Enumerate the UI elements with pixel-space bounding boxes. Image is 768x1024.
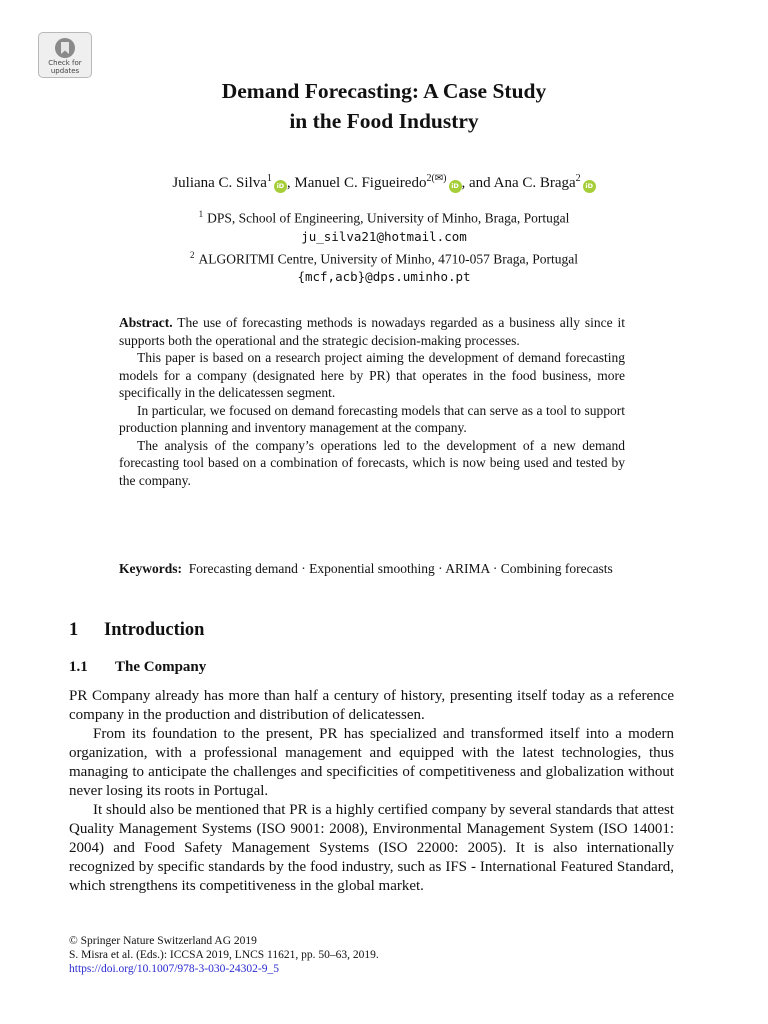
keywords-label: Keywords: — [119, 561, 182, 576]
subsection-heading — [69, 659, 206, 676]
affiliation-2 — [0, 246, 768, 269]
keywords — [119, 560, 625, 578]
body-text — [69, 687, 674, 896]
author-2-affil: 2(✉) — [426, 173, 447, 184]
affiliation-1-text: DPS, School of Engineering, University of Minho, Braga, Portugal — [207, 210, 570, 226]
abstract-text-1: The use of forecasting methods is nowadays regarded as a business ally since it supports both the operational and the strategic decision-making processes. — [119, 315, 625, 348]
citation-line: S. Misra et al. (Eds.): ICCSA 2019, LNCS 11621, pp. 50–63, 2019. — [69, 949, 379, 961]
subsection-number: 1.1 — [69, 659, 88, 675]
affiliations — [0, 205, 768, 286]
author-separator: , and — [461, 175, 494, 191]
bookmark-icon — [54, 37, 76, 59]
body-paragraph-1: PR Company already has more than half a century of history, presenting itself today as a reference company in the production and distribution of delicatessen. — [69, 688, 674, 723]
keywords-text: Forecasting demand · Exponential smoothing · ARIMA · Combining forecasts — [188, 561, 613, 576]
check-for-updates-badge[interactable] — [38, 32, 92, 78]
badge-line1: Check for — [48, 59, 82, 67]
affiliation-2-email[interactable]: {mcf,acb}@dps.uminho.pt — [297, 269, 471, 284]
section-number: 1 — [69, 620, 79, 640]
body-paragraph-2: From its foundation to the present, PR has specialized and transformed itself into a modern organization, with a professional management and equipped with the latest technologies, thus managing to anticipate the challenges and specificities of competitiveness and globalization without never losing its roots in Portugal. — [69, 726, 674, 799]
affiliation-2-text: ALGORITMI Centre, University of Minho, 4710-057 Braga, Portugal — [198, 251, 578, 266]
section-heading — [69, 620, 204, 641]
copyright-line: © Springer Nature Switzerland AG 2019 — [69, 935, 257, 947]
affiliation-2-number: 2 — [190, 249, 195, 260]
author-2-name: Manuel C. Figueiredo — [294, 175, 427, 191]
abstract-label: Abstract. — [119, 315, 173, 330]
orcid-icon[interactable]: iD — [449, 180, 462, 193]
affiliation-1 — [0, 205, 768, 228]
abstract — [119, 314, 625, 489]
author-separator: , — [286, 175, 295, 191]
author-1-name: Juliana C. Silva — [172, 175, 267, 191]
title-line-2: in the Food Industry — [289, 109, 479, 133]
doi-link[interactable]: https://doi.org/10.1007/978-3-030-24302-9_5 — [69, 963, 279, 975]
affiliation-1-number: 1 — [198, 209, 204, 219]
badge-line2: updates — [50, 67, 80, 75]
section-title: Introduction — [104, 620, 205, 640]
footer — [69, 934, 689, 976]
abstract-paragraph-3: In particular, we focused on demand forecasting models that can serve as a tool to support production planning and inventory management at the company. — [119, 402, 625, 435]
abstract-paragraph-2: This paper is based on a research project aiming the development of demand forecasting models for a company (designated here by PR) that operates in the food business, more specifically in the delicatessen segment. — [119, 350, 625, 400]
affiliation-1-email[interactable]: ju_silva21@hotmail.com — [301, 228, 467, 244]
paper-title — [0, 76, 768, 136]
body-paragraph-3: It should also be mentioned that PR is a highly certified company by several standards that attest Quality Management Systems (ISO 9001: 2008), Environmental Management System (ISO 14001: 2004) and Food Safety Management Systems (ISO 22000: 2005). It is also internationally recognized by specific standards by the food industry, such as IFS - International Featured Standard, which strengthens its competitiveness in the global market. — [69, 802, 674, 894]
author-3-affil: 2 — [575, 173, 581, 184]
orcid-icon[interactable]: iD — [583, 180, 596, 193]
orcid-icon[interactable]: iD — [274, 180, 287, 193]
author-list — [0, 173, 768, 193]
subsection-title: The Company — [115, 659, 207, 675]
author-3-name: Ana C. Braga — [493, 175, 576, 191]
abstract-paragraph-1 — [119, 314, 625, 349]
abstract-paragraph-4: The analysis of the company’s operations led to the development of a new demand forecasting tool based on a combination of forecasts, which is now being used and tested by the company. — [119, 437, 625, 488]
title-line-1: Demand Forecasting: A Case Study — [221, 79, 547, 103]
author-1-affil: 1 — [266, 173, 272, 184]
